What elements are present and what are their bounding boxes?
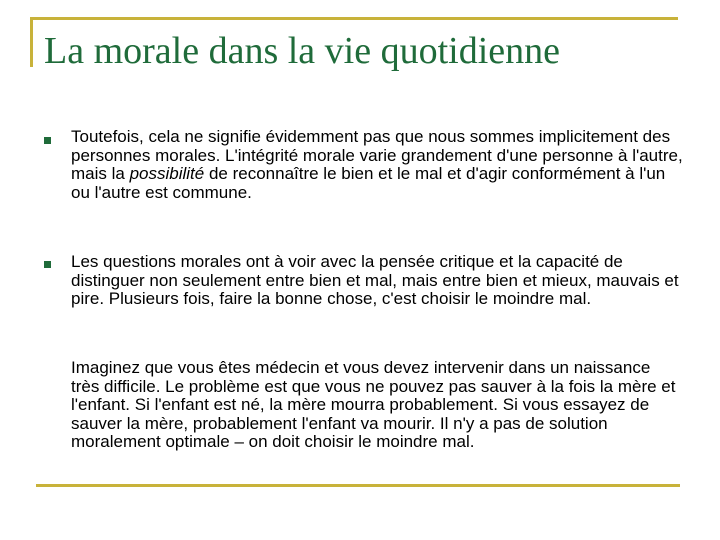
bottom-divider [36, 484, 680, 487]
bullet-paragraph-2: Les questions morales ont à voir avec la pensée critique et la capacité de distinguer non seulement entre bien et mal, mais entre bien et mieux, mauvais et pire. Plusieurs fois, faire la bonne chose, c'est choisir le moindre mal. [71, 252, 679, 308]
bullet-1-emphasis: possibilité [129, 164, 205, 183]
square-bullet-icon [44, 261, 51, 268]
bullet-1-text-before: Toutefois, cela ne signifie évidemment pas que nous sommes implicitement des personnes morales. L'intégrité morale varie grandement d'une personne à l'autre, mais la [71, 127, 683, 183]
bullet-1-text-after: de reconnaître le bien et le mal et d'agir conformément à l'un ou l'autre est commune. [71, 164, 666, 202]
square-bullet-icon [44, 137, 51, 144]
continuation-paragraph: Imaginez que vous êtes médecin et vous devez intervenir dans un naissance très difficile. Le problème est que vous ne pouvez pas sauver à la fois la mère et l'enfant. Si l'enfant est né, la mère mourra probablement. Si vous essayez de sauver la mère, probablement l'enfant va mourir. Il n'y a pas de solution moralement optimale – on doit choisir le moindre mal. [71, 358, 676, 451]
slide-title: La morale dans la vie quotidienne [44, 30, 560, 72]
bullet-paragraph-1 [71, 128, 683, 202]
